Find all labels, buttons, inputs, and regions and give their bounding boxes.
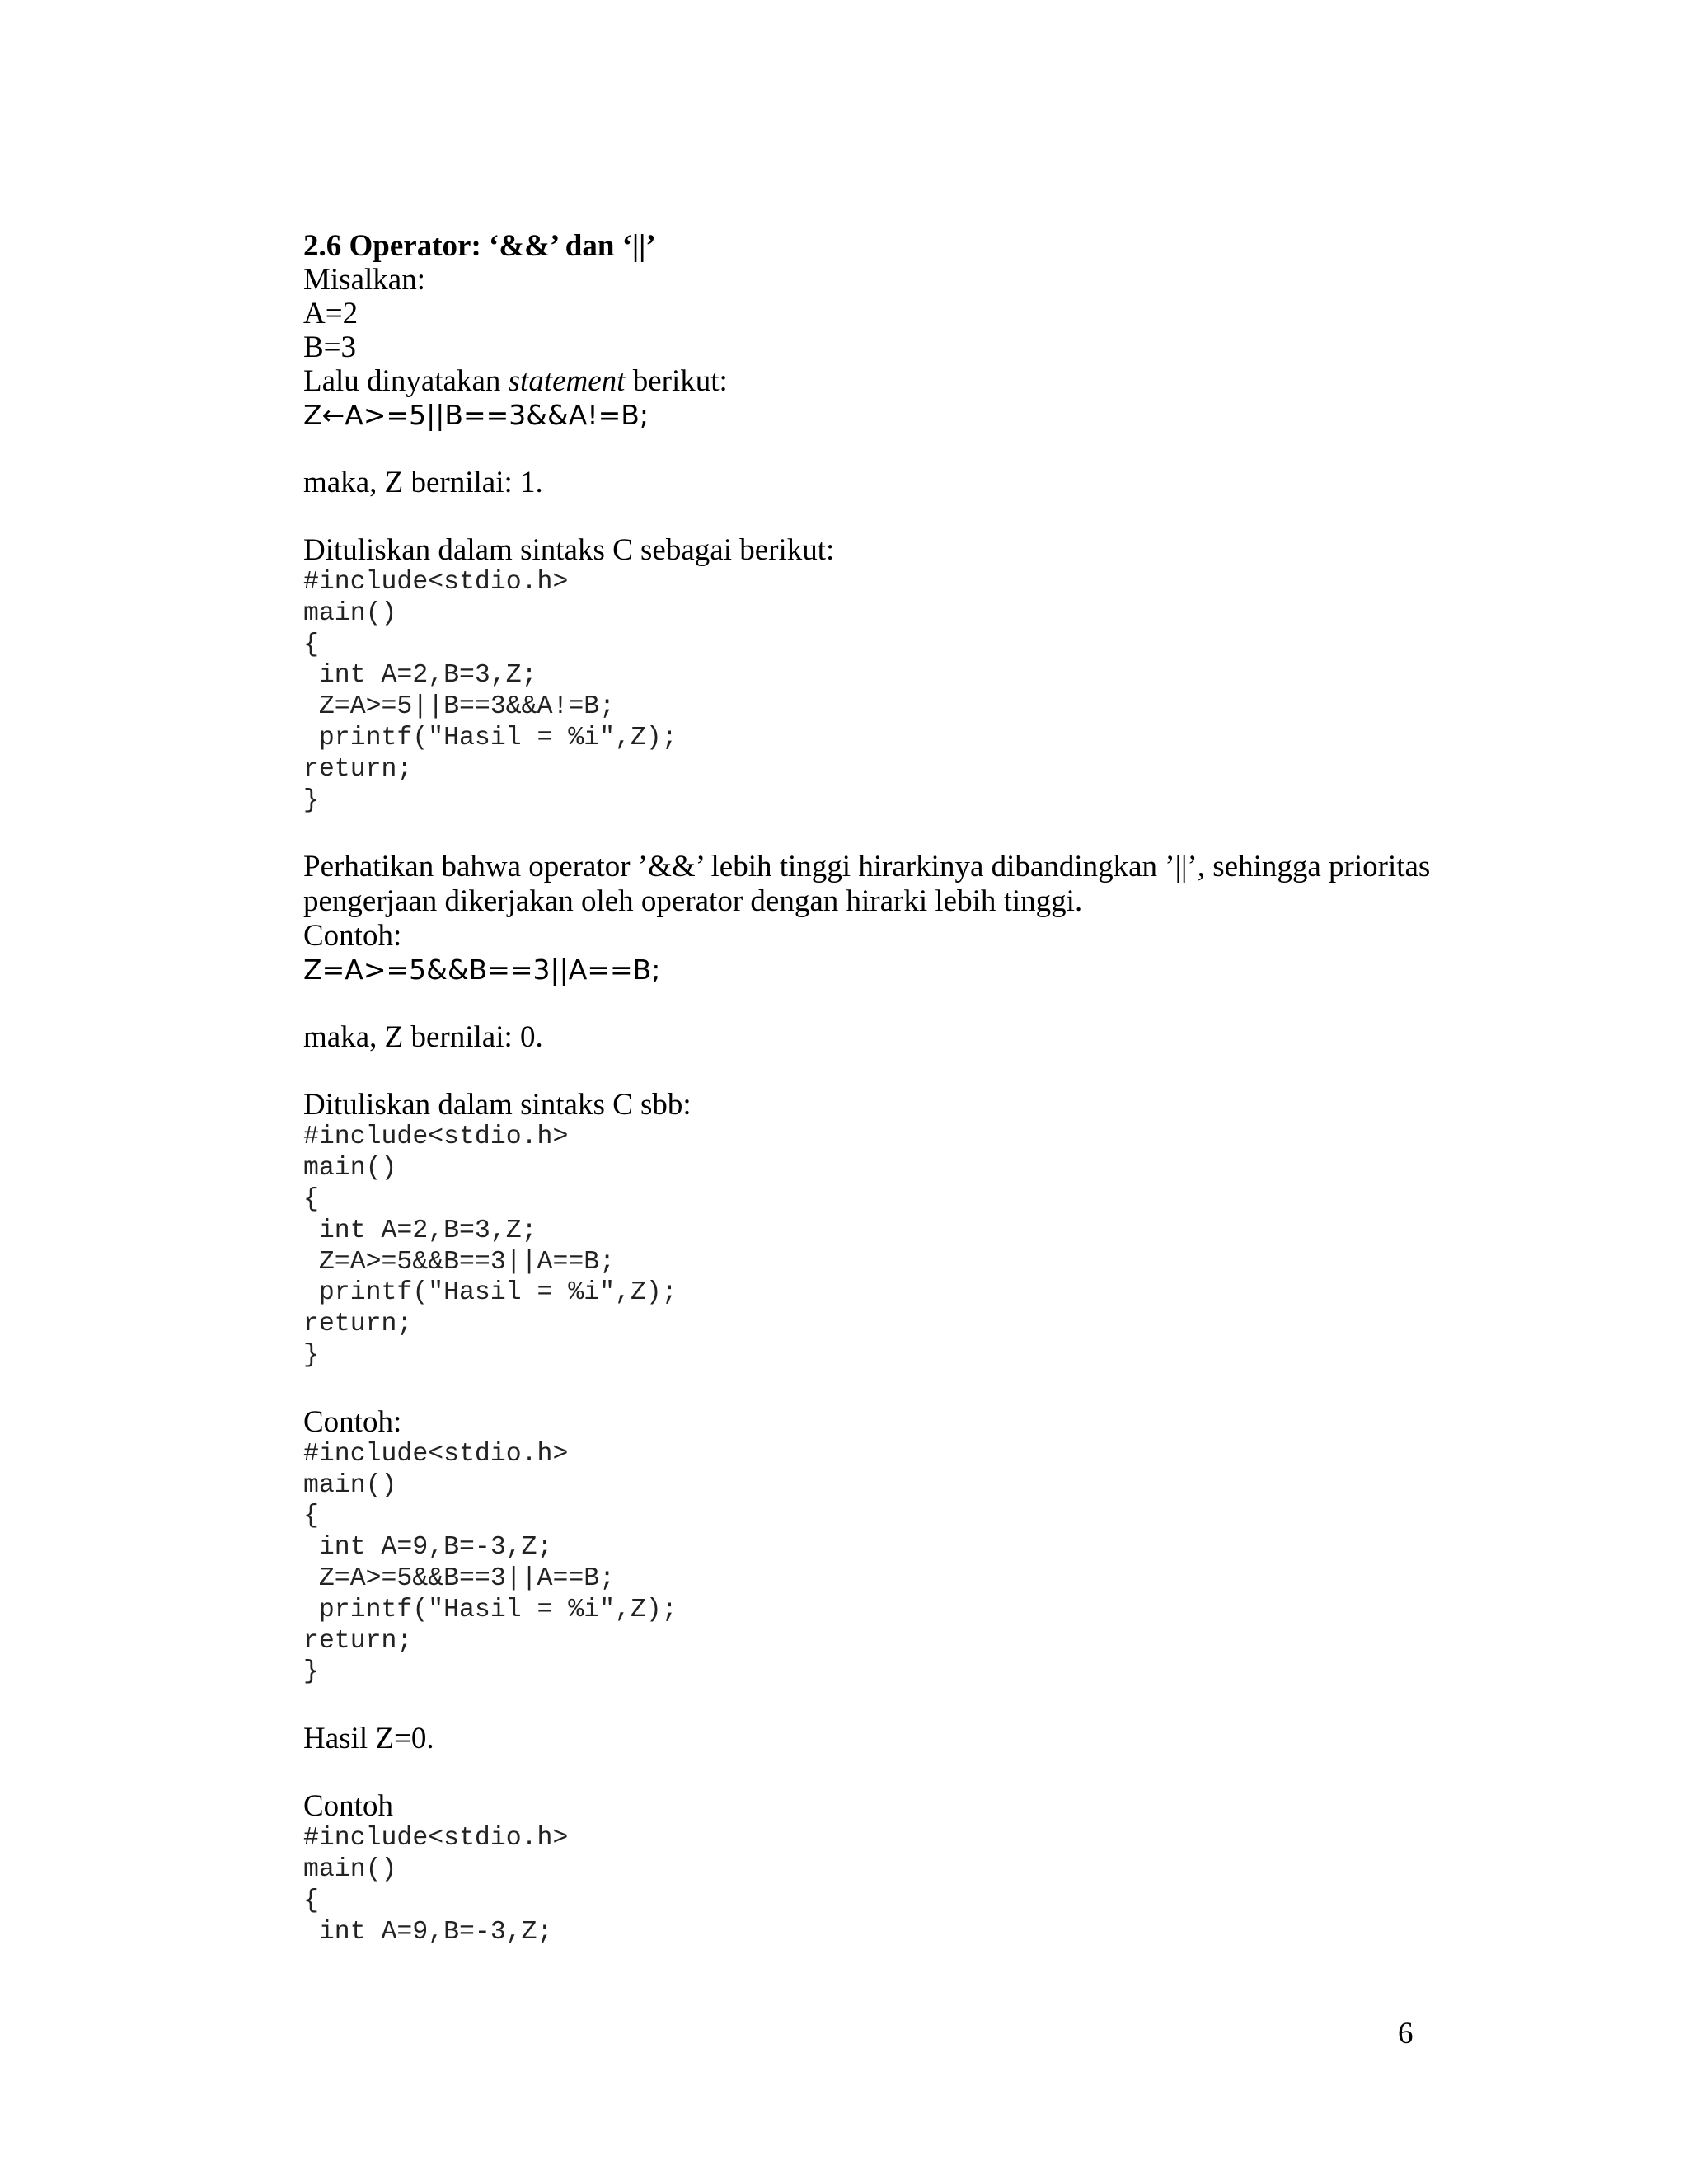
code-line: { (303, 630, 319, 659)
code-line: } (303, 785, 319, 815)
result-2: maka, Z bernilai: 0. (303, 1020, 543, 1055)
code-line: printf("Hasil = %i",Z); (303, 723, 678, 752)
code-line: return; (303, 754, 413, 784)
code-line: return; (303, 1626, 413, 1656)
result-1: maka, Z bernilai: 1. (303, 466, 543, 499)
code-line: Z=A>=5&&B==3||A==B; (303, 1247, 616, 1277)
code-line: int A=2,B=3,Z; (303, 1216, 537, 1245)
code-block-4 (303, 1823, 1432, 1947)
code-line: main() (303, 1854, 397, 1884)
statement-prefix: Lalu dinyatakan (303, 364, 509, 398)
code-line: { (303, 1184, 319, 1214)
code-line: #include<stdio.h> (303, 1824, 569, 1854)
code-line: main() (303, 598, 397, 628)
syntax-intro-2: Dituliskan dalam sintaks C sbb: (303, 1088, 692, 1122)
section-heading: 2.6 Operator: ‘&&’ dan ‘||’ (303, 229, 656, 263)
statement-italic: statement (508, 364, 626, 398)
code-line: main() (303, 1154, 397, 1183)
code-line: printf("Hasil = %i",Z); (303, 1278, 678, 1308)
page-number: 6 (1398, 2017, 1414, 2050)
code-line: int A=2,B=3,Z; (303, 661, 537, 691)
code-line: Z=A>=5&&B==3||A==B; (303, 1563, 616, 1593)
code-line: } (303, 1657, 319, 1687)
contoh-label-1: Contoh: (303, 919, 402, 954)
expression-2: Z=A>=5&&B==3||A==B; (303, 954, 661, 987)
contoh-label-3: Contoh (303, 1789, 393, 1824)
code-line: { (303, 1886, 319, 1915)
code-line: { (303, 1502, 319, 1531)
code-line: int A=9,B=-3,Z; (303, 1917, 553, 1947)
b-value: B=3 (303, 330, 357, 364)
code-line: #include<stdio.h> (303, 568, 569, 597)
code-line: return; (303, 1310, 413, 1339)
code-block-3 (303, 1439, 1432, 1688)
code-line: Z=A>=5||B==3&&A!=B; (303, 692, 616, 722)
code-line: int A=9,B=-3,Z; (303, 1533, 553, 1563)
statement-line (303, 364, 1432, 398)
precedence-note: Perhatikan bahwa operator ’&&’ lebih tinggi hirarkinya dibandingkan ’||’, sehingga prioritas pengerjaan dikerjakan oleh operator dengan hirarki lebih tinggi. (303, 850, 1431, 919)
code-line: main() (303, 1470, 397, 1500)
code-line: } (303, 1340, 319, 1370)
expression-1: Z←A>=5||B==3&&A!=B; (303, 399, 649, 431)
code-line: printf("Hasil = %i",Z); (303, 1595, 678, 1624)
misalkan-label: Misalkan: (303, 263, 425, 297)
document-page (303, 229, 1432, 1947)
code-line: #include<stdio.h> (303, 1122, 569, 1152)
code-block-2 (303, 1122, 1432, 1371)
statement-suffix: berikut: (625, 364, 728, 398)
contoh-label-2: Contoh: (303, 1404, 402, 1439)
a-value: A=2 (303, 297, 359, 330)
code-block-1 (303, 567, 1432, 816)
code-line: #include<stdio.h> (303, 1439, 569, 1469)
syntax-intro-1: Dituliskan dalam sintaks C sebagai berikut: (303, 533, 835, 567)
hasil-result: Hasil Z=0. (303, 1722, 434, 1756)
